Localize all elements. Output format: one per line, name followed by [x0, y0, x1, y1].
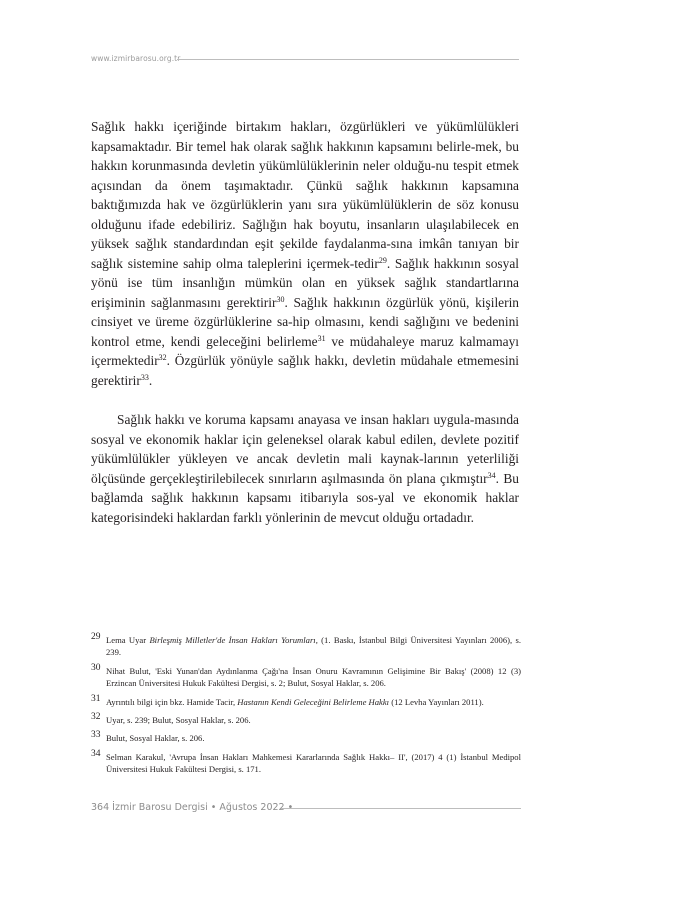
text-segment: . Özgürlük yönüyle sağlık hakkı, devletin müdahale etmemesini gerektirir	[91, 353, 519, 388]
paragraph-2	[91, 410, 519, 527]
footer-page-info: 364 İzmir Barosu Dergisi • Ağustos 2022 •	[91, 802, 294, 813]
footnote-ref[interactable]: 33	[140, 372, 149, 382]
footnote-italic-title: Birleşmiş Milletler'de İnsan Hakları Yorumları	[149, 635, 316, 645]
footnote-number: 32	[91, 712, 101, 723]
footnote-number: 34	[91, 748, 101, 759]
header-site-url[interactable]: www.izmirbarosu.org.tr	[91, 54, 181, 63]
footnote-item	[91, 662, 521, 690]
text-segment: . Bu bağlamda sağlık hakkının kapsamı itibarıyla sos-yal ve ekonomik haklar kategorisindeki haklardan farklı yönlerinin de mevcut olduğu ortadadır.	[91, 470, 519, 525]
footnote-text: Nihat Bulut, 'Eski Yunan'dan Aydınlanma Çağı'na İnsan Onuru Kavramının Gelişimine Bir Bakış' (2008) 12 (3) Erzincan Üniversitesi Hukuk Fakültesi Dergisi, s. 2; Bulut, Sosyal Haklar, s. 206.	[106, 665, 521, 689]
footer-rule	[281, 808, 521, 809]
footnotes	[91, 634, 521, 782]
text-segment: Sağlık hakkı içeriğinde birtakım hakları, özgürlükleri ve yükümlülükleri kapsamaktadır. Bir temel hak olarak sağlık hakkının kapsamını belirle-mek, bu hakkın korunmasında devletin yükümlülüklerinin neler olduğu-nu tespit etmek açısından da önem taşımaktadır. Çünkü sağlık hakkının kapsamına baktığımızda hak ve özgürlüklerin yanı sıra yükümlülüklerin de söz konusu olduğunu ifade edebiliriz. Sağlığın hak boyutu, insanların ulaşılabilecek en yüksek sağlık standardından eşit şekilde faydalanma-sına imkân tanıyan bir sağlık sistemine sahip olma taleplerini içermek-tedir	[91, 119, 519, 271]
paragraph-1	[91, 117, 519, 390]
footnote-item	[91, 693, 521, 708]
footnote-text: Uyar, s. 239; Bulut, Sosyal Haklar, s. 206.	[106, 715, 251, 726]
text-segment: Sağlık hakkı ve koruma kapsamı anayasa ve insan hakları uygula-masında sosyal ve ekonomik haklar için geleneksel olarak kabul edilen, devlete pozitif yükümlülükler yükleyen ve ancak devletin mali kaynak-larının yeterliliği ölçüsünde gerçekleştirilebilecek sınırların aşılmasında ön plana çıkmıştır	[91, 412, 519, 486]
footnote-item	[91, 634, 521, 659]
footnote-text: Selman Karakul, 'Avrupa İnsan Hakları Mahkemesi Kararlarında Sağlık Hakkı– II', (2017) 4 (1) İstanbul Medipol Üniversitesi Hukuk Fakültesi Dergisi, s. 171.	[106, 751, 521, 775]
footnote-ref[interactable]: 34	[487, 470, 496, 480]
footnote-italic-title: Hastanın Kendi Geleceğini Belirleme Hakkı	[237, 696, 390, 707]
footnote-item	[91, 714, 521, 726]
footnote-ref[interactable]: 29	[378, 255, 387, 265]
footnote-text: Bulut, Sosyal Haklar, s. 206.	[106, 733, 205, 744]
text-segment: . Sağlık hakkının özgürlük yönü, kişilerin cinsiyet ve üreme özgürlüklerine sa-hip olmasını, kendi sağlığını ve bedenini kontrol etme, kendi geleceğini belirleme	[91, 294, 519, 349]
text-segment: .	[148, 372, 153, 388]
footnote-item	[91, 748, 521, 776]
footnote-text: (12 Levha Yayınları 2011).	[389, 696, 484, 707]
footnote-ref[interactable]: 32	[158, 353, 167, 362]
footnote-text: Lema Uyar	[106, 635, 150, 645]
footnote-text: Ayrıntılı bilgi için bkz. Hamide Tacir,	[106, 696, 238, 707]
footnote-number: 29	[91, 632, 101, 642]
footnote-ref[interactable]: 31	[317, 333, 326, 343]
footnote-item	[91, 732, 521, 744]
footnote-number: 30	[91, 662, 101, 673]
footnote-ref[interactable]: 30	[276, 294, 285, 304]
text-segment: ve müdahaleye maruz kalmamayı içermektedir	[91, 333, 520, 368]
footnote-number: 33	[91, 730, 101, 741]
text-segment: . Sağlık hakkının sosyal yönü ise tüm insanlığın mümkün olan en yüksek sağlık standartlarına erişiminin sağlanmasını gerektirir	[91, 255, 519, 310]
footnote-text: , (1. Baskı, İstanbul Bilgi Üniversitesi Yayınları 2006), s. 239.	[106, 635, 521, 658]
article-body	[91, 117, 519, 527]
header-rule	[177, 59, 519, 60]
footnote-number: 31	[91, 693, 101, 704]
